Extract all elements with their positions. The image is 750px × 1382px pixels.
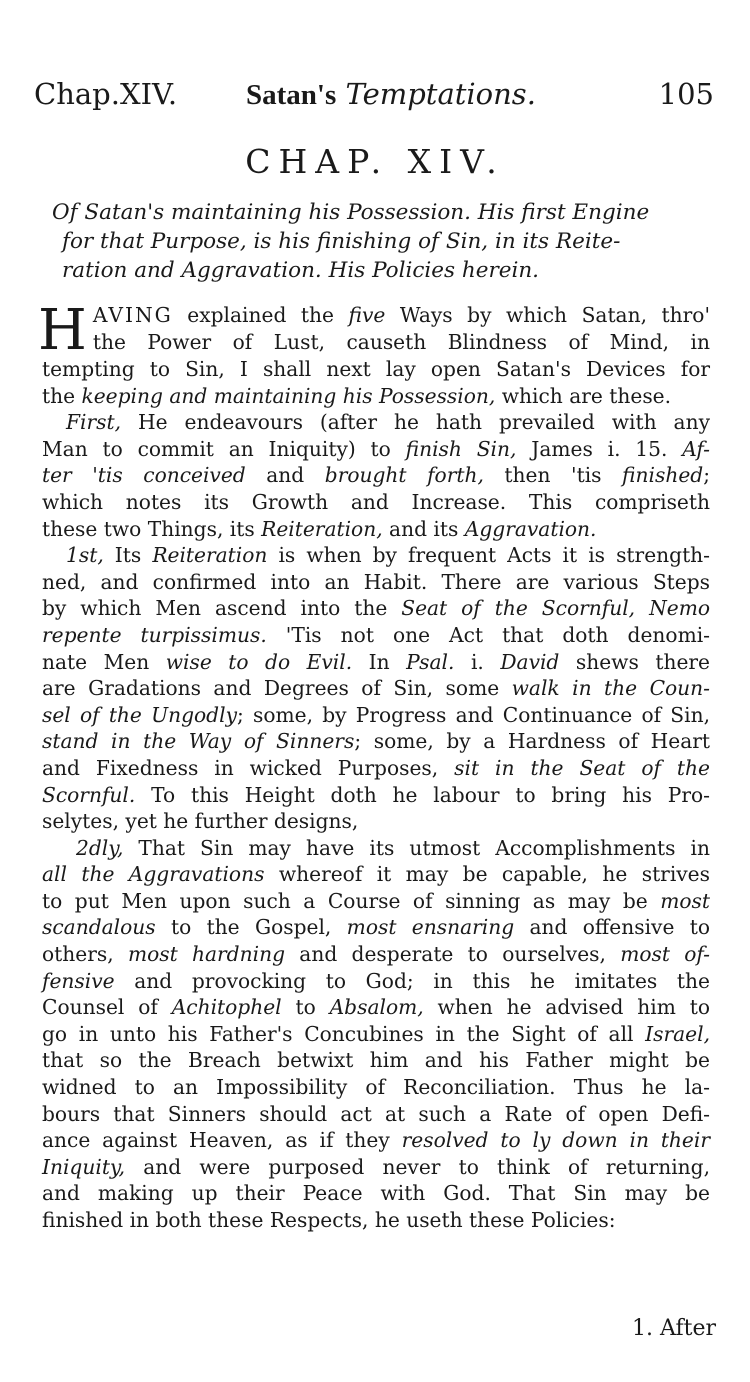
- text-line: widned to an Impossibility of Reconciliation. Thus he la-: [42, 1075, 710, 1100]
- body-text: [38, 298, 711, 1234]
- text-line: are Gradations and Degrees of Sin, some walk in the Coun-: [42, 676, 710, 701]
- text-line: that so the Breach betwixt him and his Father might be: [42, 1048, 710, 1073]
- text-line: finished in both these Respects, he useth these Policies:: [42, 1208, 616, 1232]
- running-head: [34, 72, 714, 116]
- page-number: 105: [658, 77, 714, 111]
- drop-cap: H: [38, 298, 87, 363]
- text-line: others, most hardning and desperate to ourselves, most of-: [42, 942, 711, 967]
- text-line: Iniquity, and were purposed never to think of returning,: [42, 1154, 710, 1179]
- running-head-chapter: Chap.XIV.: [34, 77, 178, 111]
- text-run: explained the: [172, 303, 349, 327]
- text-run: Ways by which Satan, thro': [385, 303, 711, 327]
- paragraph-opening: [38, 298, 711, 409]
- small-caps-word: AVING: [92, 303, 173, 327]
- text-line: ned, and confirmed into an Habit. There are various Steps: [42, 569, 710, 594]
- paragraph-first: [42, 409, 710, 542]
- text-line: repente turpissimus. 'Tis not one Act that doth denomi-: [42, 622, 710, 647]
- text-line: to put Men upon such a Course of sinning as may be most: [42, 888, 710, 913]
- text-line: tempting to Sin, I shall next lay open Satan's Devices for: [42, 357, 710, 381]
- paragraph-reiteration: [42, 542, 710, 835]
- text-line: fensive and provocking to God; in this he imitates the: [42, 968, 710, 993]
- text-line: all the Aggravations whereof it may be capable, he strives: [42, 862, 710, 887]
- text-line: go in unto his Father's Concubines in the Sight of all Israel,: [42, 1021, 710, 1046]
- text-line: First, He endeavours (after he hath prevailed with any: [66, 410, 710, 435]
- text-line: 1st, Its Reiteration is when by frequent Acts it is strength-: [66, 543, 711, 568]
- text-line: sel of the Ungodly; some, by Progress and Continuance of Sin,: [42, 702, 710, 727]
- text-line: and making up their Peace with God. That Sin may be: [42, 1181, 710, 1206]
- text-line: Scornful. To this Height doth he labour to bring his Pro-: [42, 782, 710, 807]
- catchword: 1. After: [631, 1316, 716, 1341]
- text-line: these two Things, its Reiteration, and its Aggravation.: [42, 516, 597, 541]
- text-line: stand in the Way of Sinners; some, by a Hardness of Heart: [42, 729, 711, 754]
- summary-line: for that Purpose, is his finishing of Sin, in its Reite-: [62, 229, 621, 254]
- summary-line: ration and Aggravation. His Policies herein.: [62, 258, 540, 283]
- text-line: Man to commit an Iniquity) to finish Sin, James i. 15. Af-: [42, 436, 710, 461]
- summary-line: Of Satan's maintaining his Possession. His first Engine: [52, 200, 650, 225]
- text-line: which notes its Growth and Increase. This compriseth: [42, 489, 710, 514]
- text-line: selytes, yet he further designs,: [42, 809, 359, 834]
- text-line: by which Men ascend into the Seat of the Scornful, Nemo: [42, 596, 710, 621]
- italic-run: five: [348, 303, 386, 327]
- text-line: the keeping and maintaining his Possession, which are these.: [42, 383, 672, 408]
- chapter-heading: CHAP. XIV.: [245, 142, 505, 181]
- chapter-summary: [52, 198, 702, 285]
- paragraph-aggravation: [42, 835, 710, 1234]
- text-line: 2dly, That Sin may have its utmost Accomplishments in: [76, 835, 710, 860]
- text-line: Counsel of Achitophel to Absalom, when he advised him to: [42, 995, 710, 1020]
- running-head-title-italic: Temptations.: [345, 77, 536, 111]
- text-line: and Fixedness in wicked Purposes, sit in the Seat of the: [42, 755, 710, 780]
- text-line: nate Men wise to do Evil. In Psal. i. David shews there: [42, 649, 710, 674]
- text-line: ter 'tis conceived and brought forth, then 'tis finished;: [42, 463, 711, 488]
- running-head-title-blackletter: Satan's: [246, 79, 337, 111]
- text-line: ance against Heaven, as if they resolved to ly down in their: [42, 1128, 710, 1153]
- text-line: the Power of Lust, causeth Blindness of Mind, in: [92, 329, 710, 354]
- text-line: scandalous to the Gospel, most ensnaring and offensive to: [42, 915, 710, 940]
- text-line: bours that Sinners should act at such a Rate of open Defi-: [42, 1101, 710, 1126]
- running-head-title: [246, 72, 536, 117]
